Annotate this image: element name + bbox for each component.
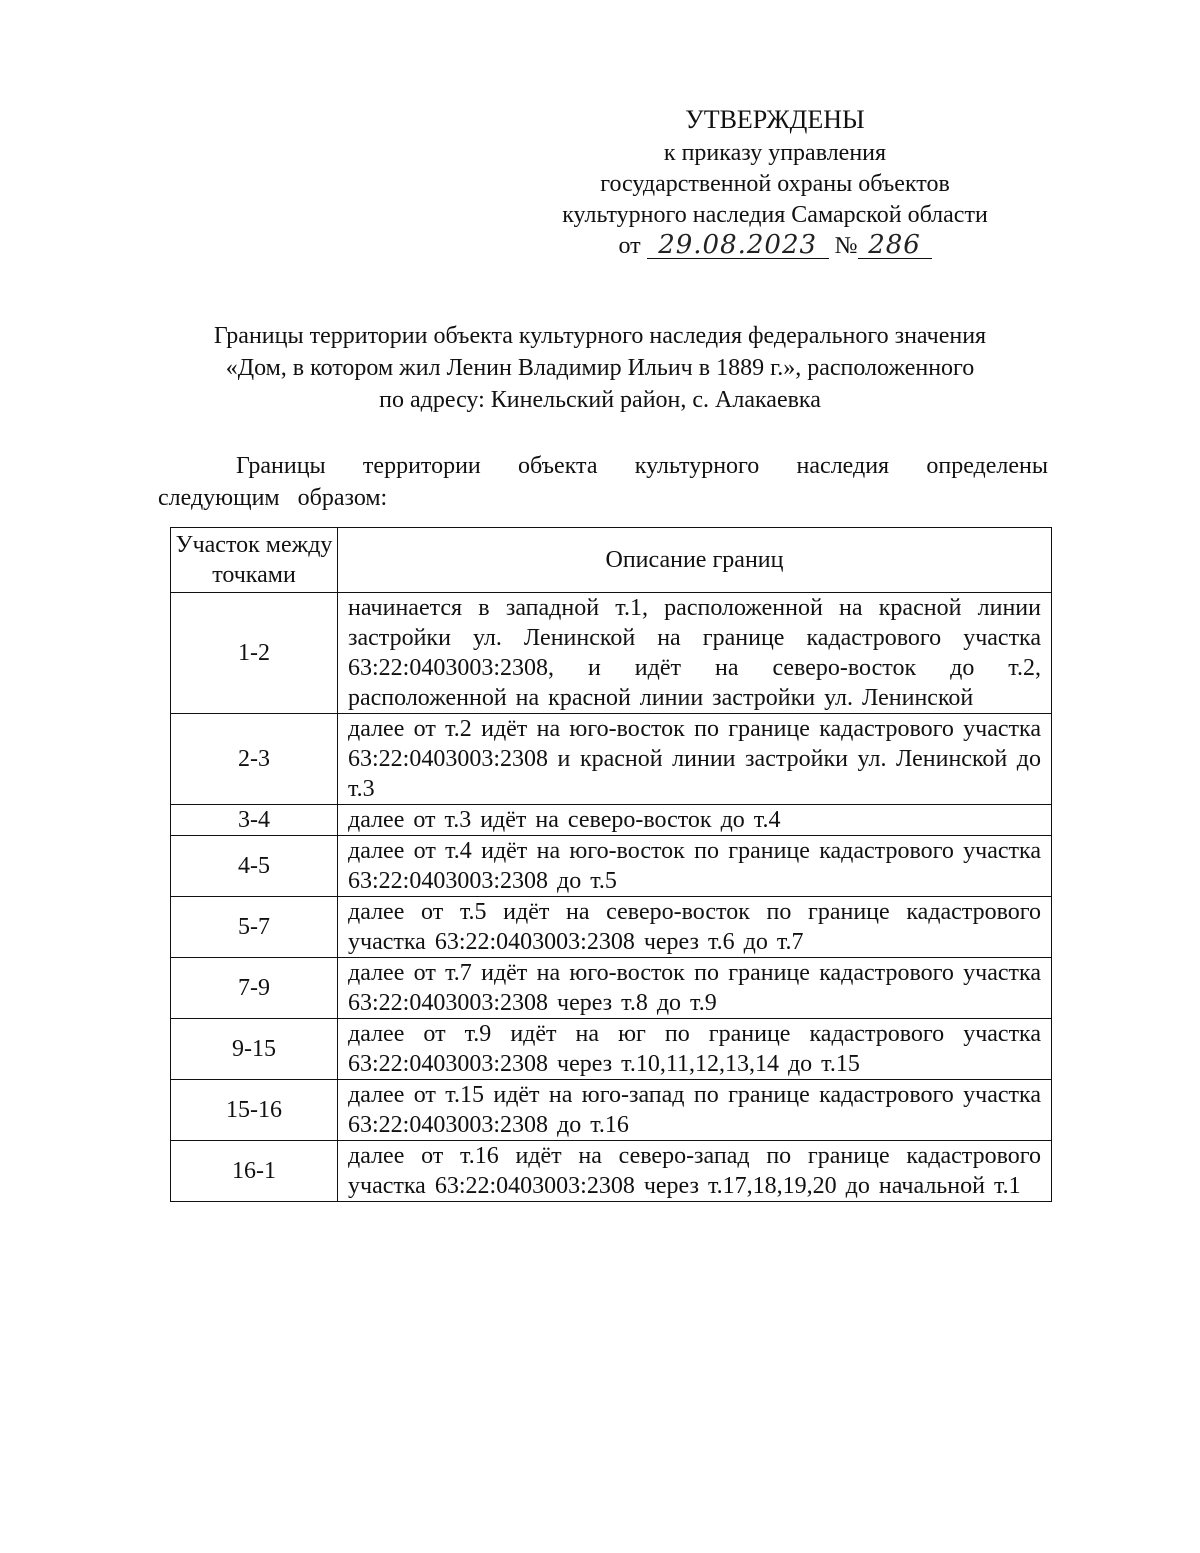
segment-cell: 7-9 [171, 958, 338, 1019]
intro-paragraph: Границы территории объекта культурного наследия определены следующим образом: [158, 453, 1048, 511]
description-cell: далее от т.3 идёт на северо-восток до т.4 [338, 805, 1052, 836]
description-cell: далее от т.4 идёт на юго-восток по границе кадастрового участка 63:22:0403003:2308 до т.5 [338, 836, 1052, 897]
approval-line-2: государственной охраны объектов [600, 171, 950, 197]
description-cell: далее от т.5 идёт на северо-восток по границе кадастрового участка 63:22:0403003:2308 через т.6 до т.7 [338, 897, 1052, 958]
header-segment: Участок между точками [171, 528, 338, 593]
approval-date-line [520, 231, 1030, 262]
title-line-3: по адресу: Кинельский район, с. Алакаевка [379, 387, 821, 413]
header-description: Описание границ [338, 528, 1052, 593]
table-row [171, 897, 1052, 958]
title-line-1: Границы территории объекта культурного наследия федерального значения [213, 323, 987, 349]
table-row [171, 836, 1052, 897]
table-row [171, 714, 1052, 805]
handwritten-order-number: 286 [858, 232, 932, 259]
title-line-2: «Дом, в котором жил Ленин Владимир Ильич в 1889 г.», расположенного [225, 355, 975, 381]
approval-line-3: культурного наследия Самарской области [562, 202, 988, 228]
segment-cell: 2-3 [171, 714, 338, 805]
approval-heading: УТВЕРЖДЕНЫ [685, 105, 865, 134]
description-cell: далее от т.9 идёт на юг по границе кадастрового участка 63:22:0403003:2308 через т.10,11,12,13,14 до т.15 [338, 1019, 1052, 1080]
segment-cell: 3-4 [171, 805, 338, 836]
number-prefix: № [834, 233, 858, 259]
segment-cell: 1-2 [171, 593, 338, 714]
description-cell: далее от т.2 идёт на юго-восток по границе кадастрового участка 63:22:0403003:2308 и красной линии застройки ул. Ленинской до т.3 [338, 714, 1052, 805]
description-cell: далее от т.15 идёт на юго-запад по границе кадастрового участка 63:22:0403003:2308 до т.16 [338, 1080, 1052, 1141]
table-row [171, 1141, 1052, 1202]
table-row [171, 1019, 1052, 1080]
table-row [171, 593, 1052, 714]
date-prefix: от [618, 233, 641, 259]
approval-block [520, 104, 1030, 262]
segment-cell: 4-5 [171, 836, 338, 897]
table-row [171, 805, 1052, 836]
document-title [140, 320, 1060, 416]
handwritten-date: 29.08.2023 [647, 232, 829, 259]
approval-line-1: к приказу управления [663, 140, 887, 166]
segment-cell: 15-16 [171, 1080, 338, 1141]
table-header-row [171, 528, 1052, 593]
segment-cell: 5-7 [171, 897, 338, 958]
description-cell: далее от т.7 идёт на юго-восток по границе кадастрового участка 63:22:0403003:2308 через т.8 до т.9 [338, 958, 1052, 1019]
description-cell: далее от т.16 идёт на северо-запад по границе кадастрового участка 63:22:0403003:2308 через т.17,18,19,20 до начальной т.1 [338, 1141, 1052, 1202]
boundaries-table [170, 527, 1052, 1202]
table-row [171, 1080, 1052, 1141]
table-row [171, 958, 1052, 1019]
segment-cell: 16-1 [171, 1141, 338, 1202]
description-cell: начинается в западной т.1, расположенной на красной линии застройки ул. Ленинской на границе кадастрового участка 63:22:0403003:2308, и идёт на северо-восток до т.2, расположенной на красной линии застройки ул. Ленинской [338, 593, 1052, 714]
segment-cell: 9-15 [171, 1019, 338, 1080]
